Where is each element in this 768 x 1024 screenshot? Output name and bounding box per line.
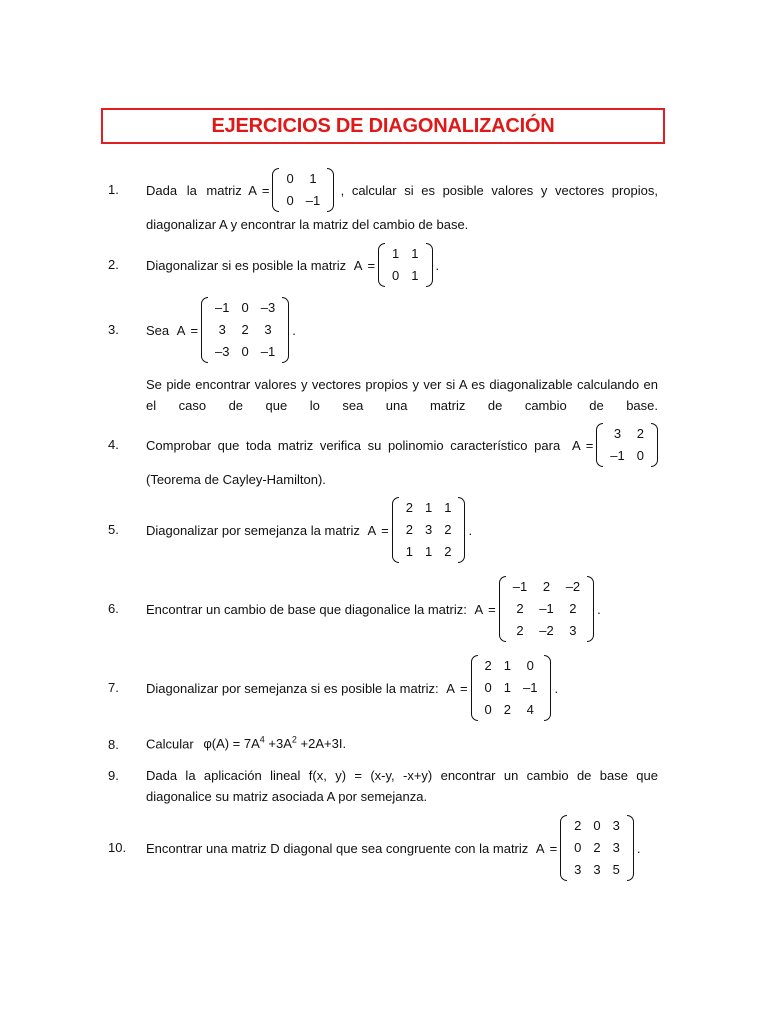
page-title: EJERCICIOS DE DIAGONALIZACIÓN — [211, 115, 555, 137]
matrix-cell: 2 — [444, 544, 452, 559]
equals-sign: = — [367, 257, 376, 273]
matrix-cell: –1 — [523, 680, 538, 695]
matrix-cell: 3 — [593, 862, 601, 877]
matrix — [392, 497, 466, 563]
matrix-cell: –2 — [565, 579, 581, 594]
exercise-number: 7. — [108, 680, 119, 695]
exercise-number: 8. — [108, 737, 119, 752]
exercise-7-text: Diagonalizar por semejanza si es posible la matriz: — [146, 680, 439, 696]
matrix-cell: –1 — [215, 300, 230, 315]
exercise-2-text: Diagonalizar si es posible la matriz — [146, 257, 347, 273]
matrix-cell: 3 — [613, 426, 622, 441]
matrix-cell: 0 — [526, 658, 534, 673]
exercise-3-paragraph: Se pide encontrar valores y vectores propios y ver si A es diagonalizable calculando en el caso de que lo sea una matriz de cambio de base. — [146, 377, 658, 413]
exercise-9-paragraph: Dada la aplicación lineal f(x, y) = (x-y, -x+y) encontrar un cambio de base que diagonalice su matriz asociada A por semejanza. — [146, 768, 658, 804]
exercise-8-text: Calcular — [146, 736, 194, 752]
matrix-cell: 2 — [484, 658, 492, 673]
matrix-lhs: A — [367, 522, 377, 538]
matrix-cell: 3 — [425, 522, 433, 537]
matrix-cell: 3 — [574, 862, 582, 877]
matrix-cell: 1 — [444, 500, 452, 515]
exercise-number: 10. — [108, 840, 127, 855]
matrix-cell: 1 — [503, 680, 511, 695]
period: . — [636, 840, 641, 856]
matrix-cell: 0 — [286, 193, 294, 208]
matrix-cell: 1 — [405, 544, 413, 559]
exercise-number: 9. — [108, 768, 119, 783]
matrix-cell: 3 — [264, 322, 272, 337]
matrix-cell: 2 — [516, 601, 524, 616]
matrix — [272, 168, 334, 212]
exercise-number: 5. — [108, 522, 119, 537]
exercise-4-text: Comprobar que toda matriz verifica su polinomio característico para — [146, 437, 561, 453]
period: . — [597, 601, 601, 617]
equals-sign: = — [381, 522, 389, 538]
matrix-cell: 2 — [405, 500, 413, 515]
equals-sign: = — [488, 601, 496, 617]
matrix-cell: 0 — [484, 680, 492, 695]
matrix-lhs: A — [572, 437, 581, 453]
matrix-cell: –1 — [305, 193, 321, 208]
matrix — [560, 815, 634, 881]
exercise-number: 3. — [108, 322, 119, 337]
title-box — [101, 108, 665, 144]
formula-part: +2A+3I. — [296, 736, 347, 752]
matrix-cell: 2 — [241, 322, 249, 337]
matrix-cell: 0 — [574, 840, 582, 855]
matrix — [596, 423, 658, 467]
matrix-cell: 1 — [503, 658, 511, 673]
matrix — [201, 297, 289, 363]
exercise-4-line2: (Teorema de Cayley-Hamilton). — [146, 472, 326, 487]
exponent: 4 — [259, 735, 265, 745]
matrix — [378, 243, 432, 287]
formula-part: φ(A) = 7A — [203, 736, 260, 752]
exercise-6-text: Encontrar un cambio de base que diagonalice la matriz: — [146, 601, 467, 617]
matrix-cell: 3 — [218, 322, 226, 337]
matrix-cell: 1 — [425, 500, 433, 515]
matrix-cell: 5 — [612, 862, 620, 877]
matrix-cell: 1 — [392, 246, 400, 261]
matrix-cell: 3 — [612, 818, 620, 833]
exercise-8-line — [146, 735, 346, 751]
matrix-cell: 2 — [593, 840, 601, 855]
matrix-cell: 3 — [569, 623, 577, 638]
matrix-lhs: A — [176, 322, 186, 338]
exercise-1-text: Dada la matriz — [146, 182, 242, 198]
matrix-cell: 2 — [636, 426, 644, 441]
matrix — [471, 655, 552, 721]
exercise-10-line — [146, 815, 641, 881]
exercise-number: 6. — [108, 601, 119, 616]
matrix-cell: 1 — [411, 268, 419, 283]
equals-sign: = — [261, 182, 270, 198]
matrix-cell: 0 — [241, 300, 249, 315]
matrix-cell: –1 — [260, 344, 276, 359]
exercise-number: 1. — [108, 182, 119, 197]
exercise-number: 4. — [108, 437, 119, 452]
equals-sign: = — [190, 322, 199, 338]
matrix-lhs: A — [248, 182, 257, 198]
matrix-cell: 1 — [411, 246, 419, 261]
matrix-cell: 2 — [574, 818, 582, 833]
equals-sign: = — [549, 840, 558, 856]
exponent: 2 — [291, 735, 297, 745]
matrix-cell: 0 — [636, 448, 644, 463]
matrix-lhs: A — [446, 680, 455, 696]
matrix-cell: 3 — [612, 840, 620, 855]
exercise-2-line — [146, 243, 439, 287]
matrix-cell: –2 — [539, 623, 554, 638]
matrix-cell: 2 — [444, 522, 452, 537]
exercise-3-text: Sea — [146, 322, 170, 338]
matrix-cell: 2 — [569, 601, 577, 616]
formula-part: +3A — [264, 736, 292, 752]
period: . — [435, 257, 440, 273]
matrix-cell: 2 — [542, 579, 551, 594]
exercise-5-line — [146, 497, 472, 563]
exercise-3-line — [146, 297, 296, 363]
matrix-cell: –1 — [512, 579, 528, 594]
matrix-cell: –3 — [260, 300, 276, 315]
matrix-cell: 0 — [286, 171, 294, 186]
exercise-10-text: Encontrar una matriz D diagonal que sea congruente con la matriz — [146, 840, 529, 856]
formula — [203, 736, 346, 751]
matrix-cell: 2 — [503, 702, 511, 717]
matrix-cell: 4 — [526, 702, 534, 717]
period: . — [292, 322, 296, 338]
matrix-lhs: A — [353, 257, 363, 273]
matrix-cell: 0 — [593, 818, 601, 833]
matrix-lhs: A — [474, 601, 484, 617]
matrix-cell: –3 — [215, 344, 230, 359]
exercise-number: 2. — [108, 257, 119, 272]
exercise-5-text: Diagonalizar por semejanza la matriz — [146, 522, 360, 538]
equals-sign: = — [585, 437, 594, 453]
exercise-1-line — [146, 168, 658, 212]
matrix-lhs: A — [535, 840, 545, 856]
matrix-cell: 2 — [516, 623, 524, 638]
matrix-cell: –1 — [610, 448, 625, 463]
matrix-cell: 1 — [309, 171, 317, 186]
matrix-cell: 0 — [484, 702, 492, 717]
period: . — [554, 680, 559, 696]
equals-sign: = — [459, 680, 468, 696]
matrix-cell: 0 — [241, 344, 249, 359]
matrix-cell: 2 — [405, 522, 413, 537]
period: . — [468, 522, 473, 538]
matrix — [499, 576, 594, 642]
exercise-1-text-post: , calcular si es posible valores y vectores propios, — [340, 182, 658, 198]
exercise-7-line — [146, 655, 558, 721]
exercise-4-line — [146, 423, 658, 467]
exercise-4-formula — [572, 423, 658, 467]
exercise-1-formula — [248, 168, 334, 212]
exercise-6-line — [146, 576, 601, 642]
matrix-cell: 1 — [425, 544, 433, 559]
matrix-cell: 0 — [392, 268, 400, 283]
matrix-cell: –1 — [539, 601, 554, 616]
exercise-1-line2: diagonalizar A y encontrar la matriz del cambio de base. — [146, 217, 469, 232]
